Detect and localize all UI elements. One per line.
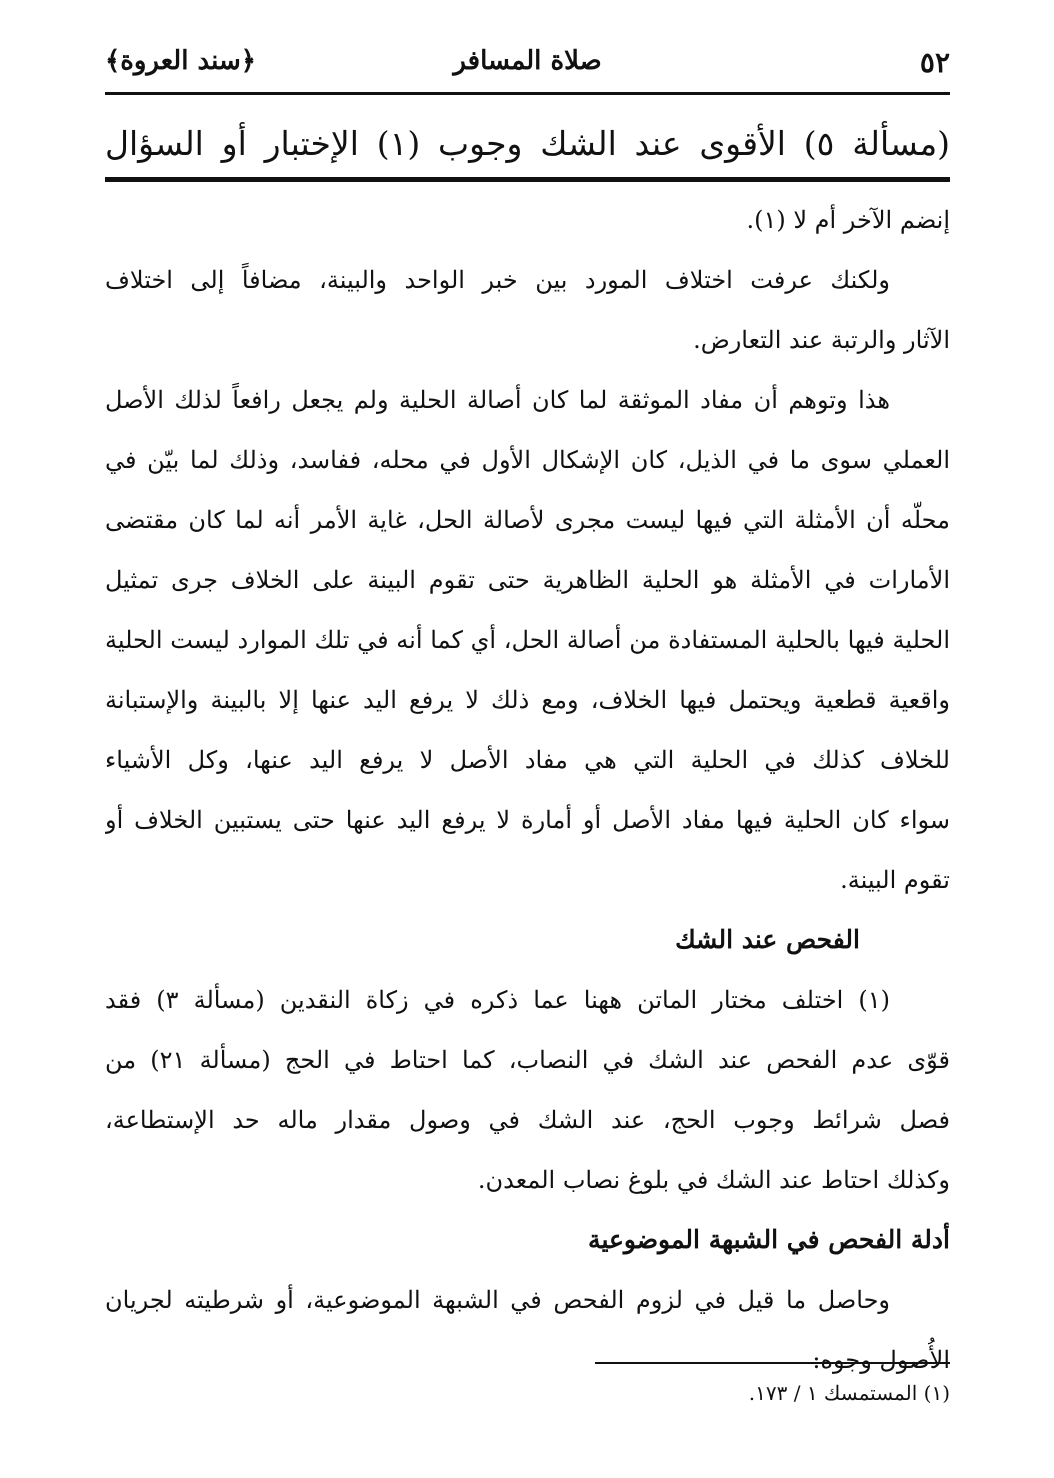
text-line: للخلاف كذلك في الحلية التي هي مفاد الأصل لا يرفع اليد عنها، وكل الأشياء xyxy=(105,746,950,774)
section-heading: أدلة الفحص في الشبهة الموضوعية xyxy=(588,1225,950,1254)
text-line: هذا وتوهم أن مفاد الموثقة لما كان أصالة الحلية ولم يجعل رافعاً لذلك الأصل xyxy=(105,386,890,414)
text-line: (١) اختلف مختار الماتن ههنا عما ذكره في زكاة النقدين (مسألة ٣) فقد xyxy=(105,986,891,1014)
footnote: (١) المستمسك ١ / ١٧٣. xyxy=(748,1381,950,1405)
page-header xyxy=(105,40,950,90)
text-line: واقعية قطعية ويحتمل فيها الخلاف، ومع ذلك لا يرفع اليد عنها إلا بالبينة والإستبانة xyxy=(105,686,950,714)
text-line: قوّى عدم الفحص عند الشك في النصاب، كما احتاط في الحج (مسألة ٢١) من xyxy=(105,1046,950,1074)
text-line: فصل شرائط وجوب الحج، عند الشك في وصول مقدار ماله حد الإستطاعة، xyxy=(105,1106,950,1134)
text-line: تقوم البينة. xyxy=(840,866,950,894)
section-heading: الفحص عند الشك xyxy=(675,925,860,954)
text-line: إنضم الآخر أم لا (١). xyxy=(746,206,950,234)
chapter-title: صلاة المسافر xyxy=(453,46,602,76)
text-line: وكذلك احتاط عند الشك في بلوغ نصاب المعدن. xyxy=(477,1166,950,1194)
main-text xyxy=(105,190,950,1390)
text-line: الآثار والرتبة عند التعارض. xyxy=(693,326,950,354)
text-line: الأمارات في الأمثلة هو الحلية الظاهرية حتى تقوم البينة على الخلاف جرى تمثيل xyxy=(105,566,950,594)
text-line: الأُصول وجوه: xyxy=(812,1346,950,1374)
text-line: سواء كان الحلية فيها مفاد الأصل أو أمارة لا يرفع اليد عنها حتى يستبين الخلاف أو xyxy=(105,806,950,834)
text-line: وحاصل ما قيل في لزوم الفحص في الشبهة الموضوعية، أو شرطيته لجريان xyxy=(105,1286,890,1314)
header-rule xyxy=(105,92,950,95)
text-line: محلّه أن الأمثلة التي فيها ليست مجرى لأصالة الحل، غاية الأمر أنه لما كان مقتضى xyxy=(105,506,950,534)
issue-statement: (مسألة ٥) الأقوى عند الشك وجوب (١) الإختبار أو السؤال xyxy=(105,124,950,163)
issue-rule xyxy=(105,177,950,182)
text-line: العملي سوى ما في الذيل، كان الإشكال الأول في محله، ففاسد، وذلك لما بيّن في xyxy=(105,446,950,474)
footnote-rule xyxy=(595,1362,950,1364)
text-line: ولكنك عرفت اختلاف المورد بين خبر الواحد والبينة، مضافاً إلى اختلاف xyxy=(105,266,890,294)
book-title: ﴿سند العروة﴾ xyxy=(105,46,257,76)
page-number: ٥٢ xyxy=(919,46,950,79)
text-line: الحلية فيها بالحلية المستفادة من أصالة الحل، أي كما أنه في تلك الموارد ليست الحلية xyxy=(105,626,950,654)
